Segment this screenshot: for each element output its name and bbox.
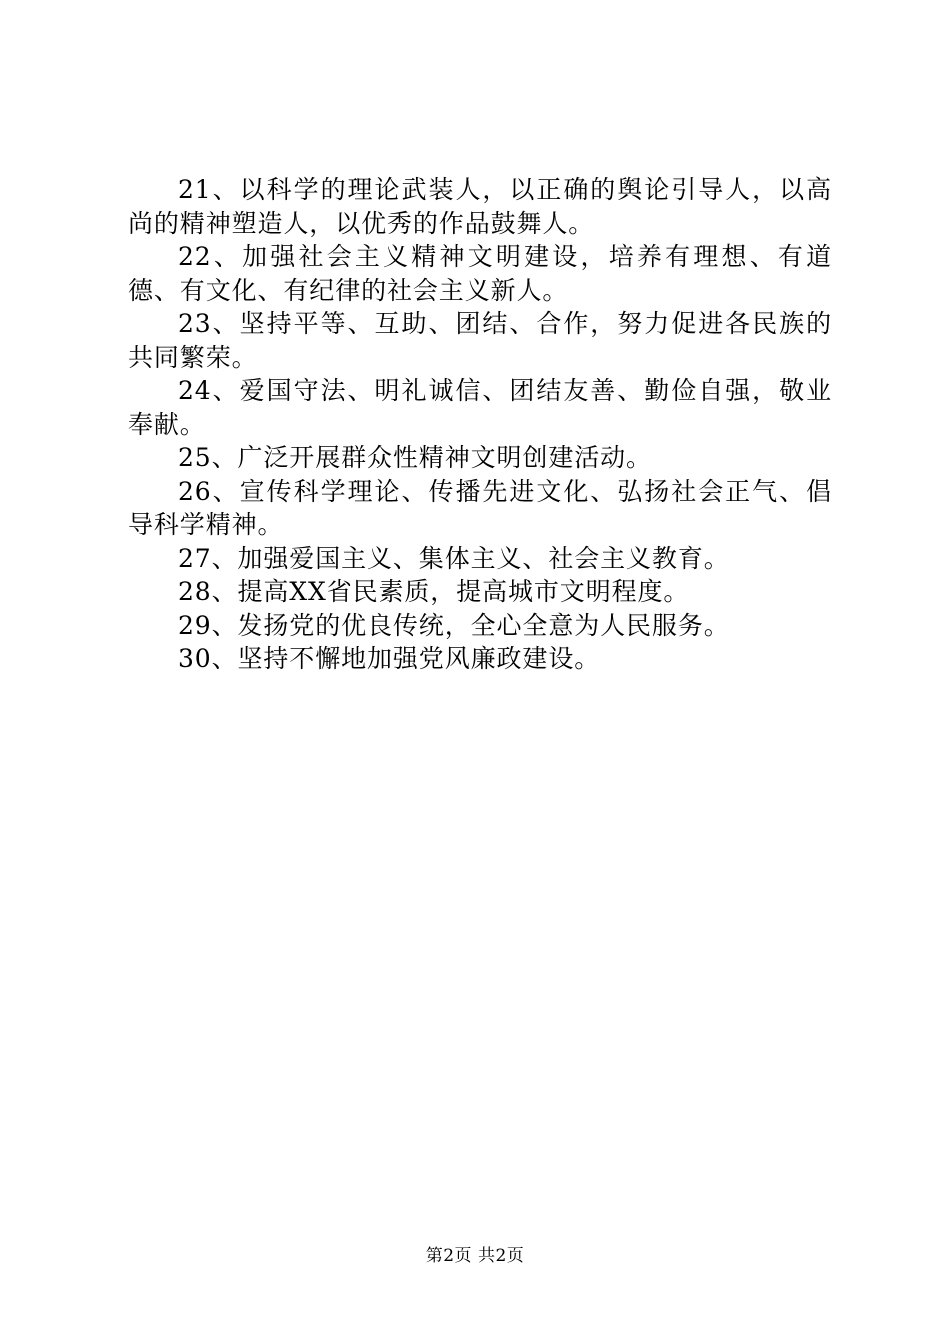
paragraph-29: 29、发扬党的优良传统，全心全意为人民服务。 [178, 610, 730, 640]
paragraph-26: 26、宣传科学理论、传播先进文化、弘扬社会正气、倡导科学精神。 [128, 476, 832, 539]
paragraph-24: 24、爱国守法、明礼诚信、团结友善、勤俭自强，敬业奉献。 [128, 376, 832, 439]
page-number-footer: 第2页 共2页 [425, 1246, 525, 1266]
paragraph-25: 25、广泛开展群众性精神文明创建活动。 [178, 443, 652, 472]
paragraph-23: 23、坚持平等、互助、团结、合作，努力促进各民族的共同繁荣。 [128, 309, 832, 372]
paragraph-28: 28、提高XX省民素质，提高城市文明程度。 [178, 577, 690, 606]
paragraph-27: 27、加强爱国主义、集体主义、社会主义教育。 [178, 543, 730, 573]
document-body [128, 173, 832, 676]
paragraph-30: 30、坚持不懈地加强党风廉政建设。 [178, 644, 601, 673]
paragraph-22: 22、加强社会主义精神文明建设，培养有理想、有道德、有文化、有纪律的社会主义新人。 [128, 242, 832, 305]
paragraph-21: 21、以科学的理论武装人，以正确的舆论引导人，以高尚的精神塑造人，以优秀的作品鼓舞人。 [128, 175, 832, 238]
